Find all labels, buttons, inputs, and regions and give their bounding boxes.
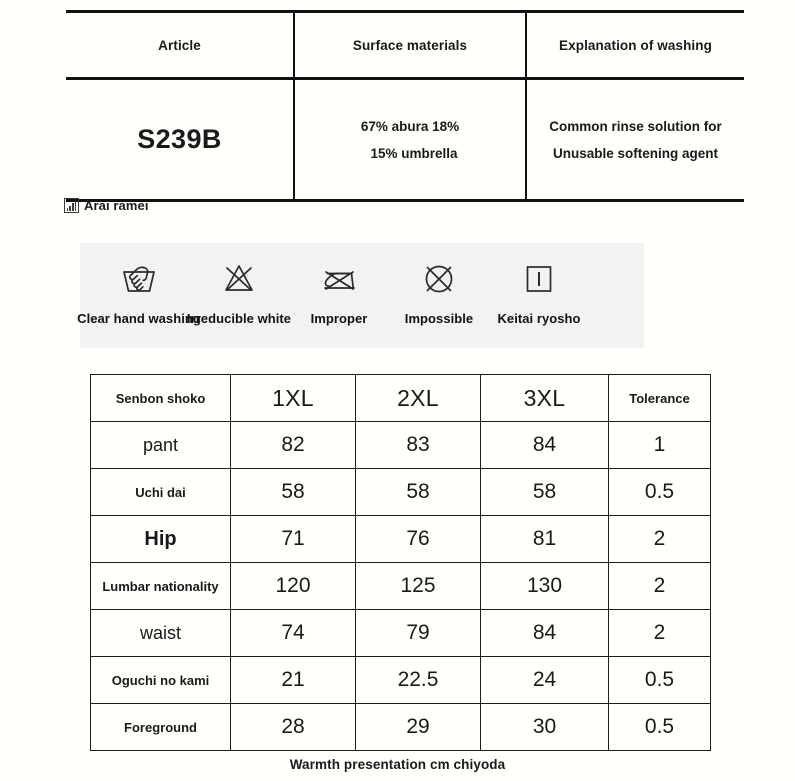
- bar-chart-icon: [64, 198, 79, 213]
- footer-note: Warmth presentation cm chiyoda: [289, 757, 506, 772]
- size-header-2xl: 2XL: [356, 375, 481, 422]
- cell-tolerance: 0.5: [609, 704, 711, 751]
- row-label: Uchi dai: [91, 469, 231, 516]
- do-not-dryclean-icon: [416, 256, 462, 302]
- spec-table-header-row: [66, 12, 744, 79]
- care-section-heading-label: Arai ramei: [84, 198, 149, 213]
- size-header-measure: Senbon shoko: [91, 375, 231, 422]
- care-symbol-do-not-dryclean: [389, 243, 489, 348]
- cell-2xl: 79: [356, 610, 481, 657]
- row-label: waist: [91, 610, 231, 657]
- table-row: [91, 516, 711, 563]
- cell-3xl: 81: [481, 516, 609, 563]
- table-row: [91, 657, 711, 704]
- cell-1xl: 74: [231, 610, 356, 657]
- size-measurement-table: [90, 374, 711, 751]
- cell-3xl: 30: [481, 704, 609, 751]
- spec-table-body-row: [66, 79, 744, 201]
- washing-line-1: Common rinse solution for: [549, 118, 722, 134]
- cell-2xl: 58: [356, 469, 481, 516]
- cell-1xl: 71: [231, 516, 356, 563]
- cell-tolerance: 2: [609, 610, 711, 657]
- spec-cell-washing-explanation: [526, 79, 744, 201]
- size-header-1xl: 1XL: [231, 375, 356, 422]
- material-line-2: 15% umbrella: [370, 145, 458, 161]
- table-row: [91, 610, 711, 657]
- cell-3xl: 84: [481, 422, 609, 469]
- cell-3xl: 84: [481, 610, 609, 657]
- material-composition: [301, 113, 519, 167]
- cell-3xl: 24: [481, 657, 609, 704]
- size-header-tolerance: Tolerance: [609, 375, 711, 422]
- do-not-iron-icon: [316, 256, 362, 302]
- cell-2xl: 125: [356, 563, 481, 610]
- spec-header-surface-materials: Surface materials: [294, 12, 526, 79]
- spec-cell-surface-materials: [294, 79, 526, 201]
- table-row: [91, 469, 711, 516]
- care-symbol-line-dry: [489, 243, 589, 348]
- row-label: pant: [91, 422, 231, 469]
- cell-2xl: 22.5: [356, 657, 481, 704]
- row-label: Foreground: [91, 704, 231, 751]
- row-label: Lumbar nationality: [91, 563, 231, 610]
- care-symbol-band: [77, 243, 644, 348]
- care-symbol-label: Irreducible white: [186, 311, 292, 326]
- cell-tolerance: 2: [609, 563, 711, 610]
- spec-cell-article-code: [66, 79, 294, 201]
- table-row: [91, 563, 711, 610]
- cell-1xl: 82: [231, 422, 356, 469]
- cell-2xl: 76: [356, 516, 481, 563]
- spec-header-explanation-of-washing: Explanation of washing: [526, 12, 744, 79]
- cell-3xl: 130: [481, 563, 609, 610]
- care-symbol-do-not-bleach: [186, 243, 292, 348]
- spec-table: [66, 10, 744, 202]
- table-row: [91, 704, 711, 751]
- care-symbol-label: Improper: [310, 311, 368, 326]
- row-label: Hip: [91, 516, 231, 563]
- washing-line-2: Unusable softening agent: [552, 145, 718, 161]
- table-row: [91, 422, 711, 469]
- cell-2xl: 29: [356, 704, 481, 751]
- washing-explanation: [533, 113, 738, 167]
- cell-1xl: 21: [231, 657, 356, 704]
- cell-tolerance: 2: [609, 516, 711, 563]
- spec-header-article: Article: [66, 12, 294, 79]
- line-dry-icon: [516, 256, 562, 302]
- cell-tolerance: 1: [609, 422, 711, 469]
- hand-wash-icon: [116, 256, 162, 302]
- size-header-3xl: 3XL: [481, 375, 609, 422]
- size-table-header-row: [91, 375, 711, 422]
- cell-1xl: 28: [231, 704, 356, 751]
- row-label: Oguchi no kami: [91, 657, 231, 704]
- care-section-heading: [64, 198, 149, 213]
- material-line-1: 67% abura 18%: [360, 118, 460, 134]
- do-not-bleach-icon: [216, 256, 262, 302]
- care-symbol-label: Impossible: [404, 311, 474, 326]
- cell-2xl: 83: [356, 422, 481, 469]
- cell-tolerance: 0.5: [609, 657, 711, 704]
- care-symbol-label: Clear hand washing: [77, 311, 201, 326]
- care-symbol-label: Keitai ryosho: [497, 311, 581, 326]
- cell-1xl: 120: [231, 563, 356, 610]
- cell-3xl: 58: [481, 469, 609, 516]
- care-symbol-hand-wash: [77, 243, 201, 348]
- care-symbol-do-not-iron: [289, 243, 389, 348]
- cell-1xl: 58: [231, 469, 356, 516]
- cell-tolerance: 0.5: [609, 469, 711, 516]
- article-code-value: S239B: [137, 124, 222, 154]
